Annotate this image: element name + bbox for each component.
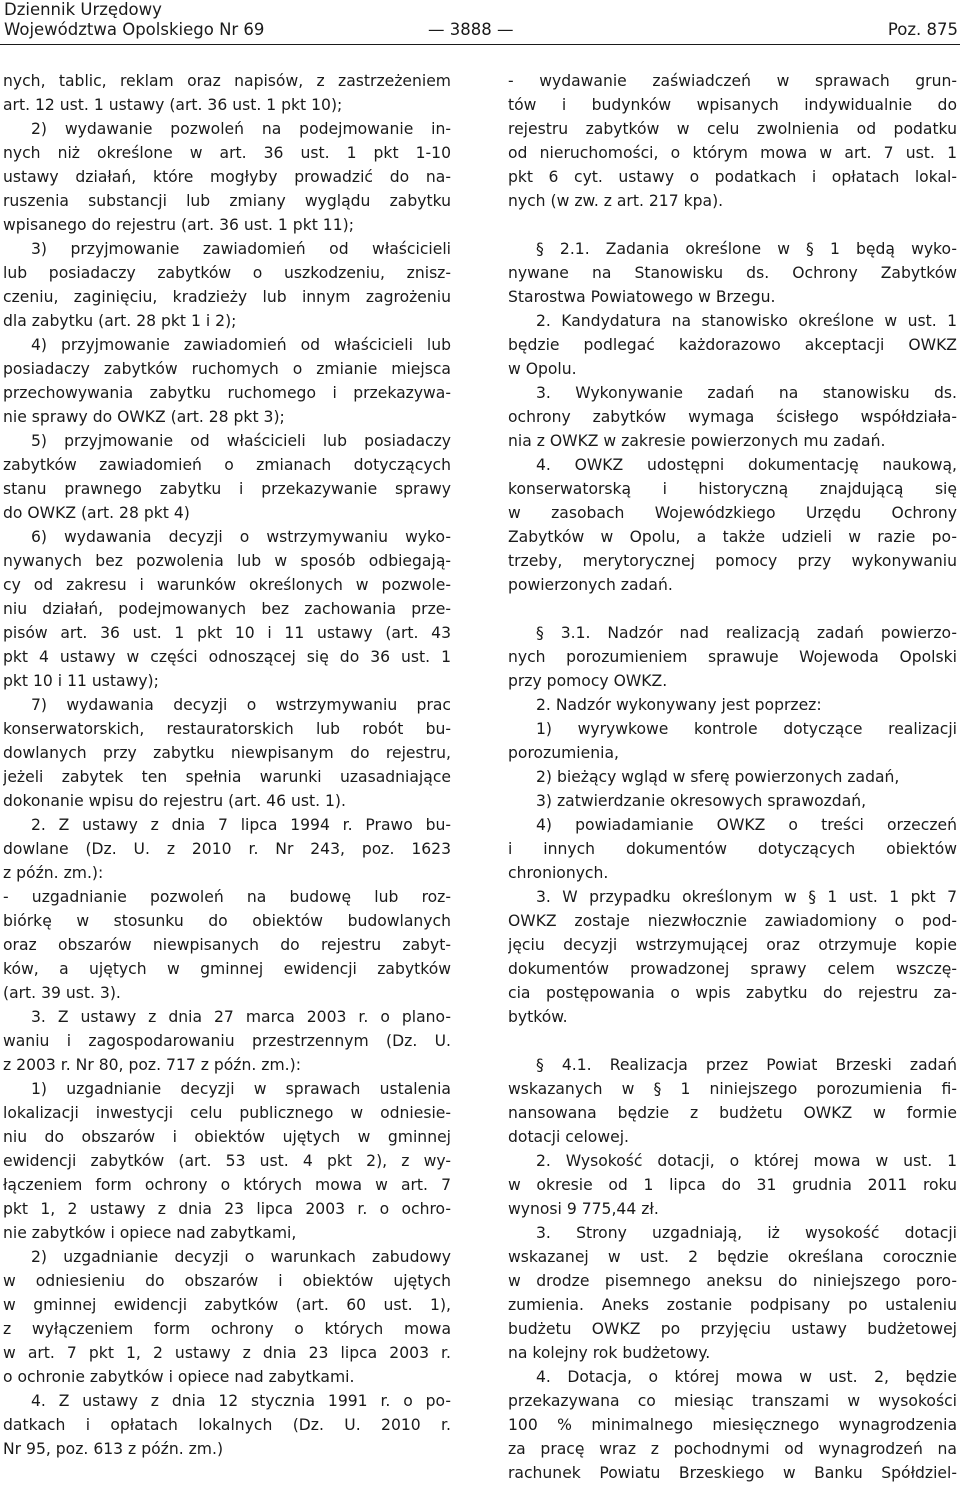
text-line: ustawy działań, które mogłyby prowadzić do na-	[3, 168, 451, 186]
text-line: 2) bieżący wgląd w sferę powierzonych zadań,	[536, 768, 900, 786]
text-line: czeniu, zaginięciu, kradzieży lub innym zagrożeniu	[3, 288, 451, 306]
text-line: niu działań, podejmowanych bez zachowania prze-	[3, 600, 451, 618]
text-line: cy od zakresu i warunków określonych w pozwole-	[3, 576, 451, 594]
text-line: w zasobach Wojewódzkiego Urzędu Ochrony	[508, 504, 957, 522]
text-line: dokonanie wpisu do rejestru (art. 46 ust. 1).	[3, 792, 346, 810]
text-line: tów i budynków wpisanych indywidualnie do	[508, 96, 957, 114]
text-line: ewidencji zabytków (art. 53 ust. 4 pkt 2), z wy-	[3, 1152, 451, 1170]
text-line: 3. Wykonywanie zadań na stanowisku ds.	[536, 384, 957, 402]
text-line: przechowywania zabytku ruchomego i przekazywa-	[3, 384, 451, 402]
text-line: dokumentów prowadzonej sprawy celem wszczę-	[508, 960, 957, 978]
text-line: pkt 1, 2 ustawy z dnia 23 lipca 2003 r. o ochro-	[3, 1200, 451, 1218]
text-line: 5) przyjmowanie od właścicieli lub posiadaczy	[31, 432, 451, 450]
text-line: ków, a ujętych w gminnej ewidencji zabytków	[3, 960, 451, 978]
text-line: 7) wydawania decyzji o wstrzymywaniu prac	[31, 696, 451, 714]
text-line: nych niż określone w art. 36 ust. 1 pkt 1-10	[3, 144, 451, 162]
text-line: od nieruchomości, o którym mowa w art. 7 ust. 1	[508, 144, 957, 162]
text-line: Starostwa Powiatowego w Brzegu.	[508, 288, 776, 306]
text-line: pkt 6 cyt. ustawy o podatkach i opłatach lokal-	[508, 168, 957, 186]
text-line: 6) wydawania decyzji o wstrzymywaniu wyko-	[31, 528, 451, 546]
text-line: § 3.1. Nadzór nad realizacją zadań powierzo-	[536, 624, 957, 642]
text-line: 1) wyrywkowe kontrole dotyczące realizacji	[536, 720, 957, 738]
text-line: lub posiadaczy zabytków o uszkodzeniu, znisz-	[3, 264, 451, 282]
text-line: stanu prawnego zabytku i przekazywanie sprawy	[3, 480, 451, 498]
text-line: wpisanego do rejestru (art. 36 ust. 1 pkt 11);	[3, 216, 354, 234]
text-line: 2) uzgadnianie decyzji o warunkach zabudowy	[31, 1248, 451, 1266]
text-line: w Opolu.	[508, 360, 577, 378]
text-line: jęciu decyzji wstrzymującej oraz otrzymuje kopie	[508, 936, 957, 954]
journal-issue: Województwa Opolskiego Nr 69	[4, 20, 265, 39]
text-line: 3) przyjmowanie zawiadomień od właścicieli	[31, 240, 451, 258]
text-line: w okresie od 1 lipca do 31 grudnia 2011 roku	[508, 1176, 957, 1194]
text-line: za pracę wraz z pochodnymi od wynagrodzeń na	[508, 1440, 957, 1458]
right-column	[508, 69, 957, 1485]
text-line: rejestru zabytków w celu zwolnienia od podatku	[508, 120, 957, 138]
text-line: cia postępowania o wpis zabytku do rejestru za-	[508, 984, 957, 1002]
text-line: wskazanych w § 1 niniejszego porozumienia fi-	[508, 1080, 957, 1098]
text-line: 1) uzgadnianie decyzji w sprawach ustalenia	[31, 1080, 451, 1098]
text-line: dowlane (Dz. U. z 2010 r. Nr 243, poz. 1623	[3, 840, 451, 858]
text-line: § 4.1. Realizacja przez Powiat Brzeski zadań	[536, 1056, 957, 1074]
text-line: 3. Strony uzgadniają, iż wysokość dotacji	[536, 1224, 957, 1242]
text-line: OWKZ zostaje niezwłocznie zawiadomiony o pod-	[508, 912, 957, 930]
text-line: łączeniem form ochrony o których mowa w art. 7	[3, 1176, 451, 1194]
text-line: 2) wydawanie pozwoleń na podejmowanie in-	[31, 120, 451, 138]
text-line: biórkę w stosunku do obiektów budowlanych	[3, 912, 451, 930]
text-line: z 2003 r. Nr 80, poz. 717 z późn. zm.):	[3, 1056, 301, 1074]
header-divider	[0, 44, 960, 45]
text-line: i innych dokumentów dotyczących obiektów	[508, 840, 957, 858]
text-line: w drodze pisemnego aneksu do niniejszego poro-	[508, 1272, 957, 1290]
text-line: 4. Dotacja, o której mowa w ust. 2, będzie	[536, 1368, 957, 1386]
text-line: z wyłączeniem form ochrony o których mowa	[3, 1320, 451, 1338]
text-line: do OWKZ (art. 28 pkt 4)	[3, 504, 190, 522]
text-line: budżetu OWKZ po przyjęciu ustawy budżetowej	[508, 1320, 957, 1338]
text-line: chronionych.	[508, 864, 609, 882]
text-line: zumienia. Aneks zostanie podpisany po ustaleniu	[508, 1296, 957, 1314]
text-line: nych porozumieniem sprawuje Wojewoda Opolski	[508, 648, 957, 666]
text-line: nywane na Stanowisku ds. Ochrony Zabytków	[508, 264, 957, 282]
text-line: konserwatorską i historyczną znajdującą się	[508, 480, 957, 498]
text-line: waniu i zagospodarowaniu przestrzennym (Dz. U.	[3, 1032, 451, 1050]
text-line: bytków.	[508, 1008, 568, 1026]
text-line: na kolejny rok budżetowy.	[508, 1344, 711, 1362]
text-line: wskazanej w ust. 2 będzie określana corocznie	[508, 1248, 957, 1266]
text-line: pkt 4 ustawy w części odnoszącej się do 36 ust. 1	[3, 648, 451, 666]
text-line: (art. 39 ust. 3).	[3, 984, 121, 1002]
text-line: przekazywana co miesiąc transzami w wysokości	[508, 1392, 957, 1410]
text-line: 3. Z ustawy z dnia 27 marca 2003 r. o plano-	[31, 1008, 451, 1026]
text-line: nych (w zw. z art. 217 kpa).	[508, 192, 724, 210]
text-line: nansowana będzie z budżetu OWKZ w formie	[508, 1104, 957, 1122]
text-line: trzeby, merytorycznej pomocy przy wykonywaniu	[508, 552, 957, 570]
text-line	[508, 1029, 957, 1053]
text-line: lokalizacji inwestycji celu publicznego w odniesie-	[3, 1104, 451, 1122]
text-line: Nr 95, poz. 613 z późn. zm.)	[3, 1440, 224, 1458]
text-line: w gminnej ewidencji zabytków (art. 60 ust. 1),	[3, 1296, 451, 1314]
text-line: datkach i opłatach lokalnych (Dz. U. 2010 r.	[3, 1416, 451, 1434]
text-line: 3. W przypadku określonym w § 1 ust. 1 pkt 7	[536, 888, 957, 906]
text-line: - wydawanie zaświadczeń w sprawach grun-	[508, 72, 957, 90]
text-line: art. 12 ust. 1 ustawy (art. 36 ust. 1 pkt 10);	[3, 96, 343, 114]
text-line: nie zabytków i opiece nad zabytkami,	[3, 1224, 297, 1242]
text-line: 4. OWKZ udostępni dokumentację naukową,	[536, 456, 957, 474]
text-line: pisów art. 36 ust. 1 pkt 10 i 11 ustawy (art. 43	[3, 624, 451, 642]
text-line: 2. Kandydatura na stanowisko określone w ust. 1	[536, 312, 957, 330]
text-line: 4) przyjmowanie zawiadomień od właścicieli lub	[31, 336, 451, 354]
text-line: 3) zatwierdzanie okresowych sprawozdań,	[536, 792, 867, 810]
text-line: konserwatorskich, restauratorskich lub robót bu-	[3, 720, 451, 738]
text-line: pkt 10 i 11 ustawy);	[3, 672, 159, 690]
text-line: ochrony zabytków wymaga ścisłego współdziała-	[508, 408, 957, 426]
text-line: ruszenia substancji lub zmiany wyglądu zabytku	[3, 192, 451, 210]
text-line: 100 % minimalnego miesięcznego wynagrodzenia	[508, 1416, 957, 1434]
text-line: dotacji celowej.	[508, 1128, 629, 1146]
text-line: w odniesieniu do obszarów i obiektów ujętych	[3, 1272, 451, 1290]
text-line: nie sprawy do OWKZ (art. 28 pkt 3);	[3, 408, 285, 426]
text-line: z późn. zm.):	[3, 864, 104, 882]
text-line: nia z OWKZ w zakresie powierzonych mu zadań.	[508, 432, 886, 450]
text-line	[508, 213, 957, 237]
text-line: Zabytków w Opolu, a także udzieli w razie po-	[508, 528, 957, 546]
text-line: posiadaczy zabytków ruchomych o zmianie miejsca	[3, 360, 451, 378]
text-line	[508, 597, 957, 621]
text-line: 2. Nadzór wykonywany jest poprzez:	[536, 696, 822, 714]
text-line: wynosi 9 775,44 zł.	[508, 1200, 659, 1218]
text-line: oraz obszarów niewpisanych do rejestru zabyt-	[3, 936, 451, 954]
text-line: będzie podlegać każdorazowo akceptacji OWKZ	[508, 336, 957, 354]
text-line: 4. Z ustawy z dnia 12 stycznia 1991 r. o po-	[31, 1392, 451, 1410]
text-line: niu do obszarów i obiektów ujętych w gminnej	[3, 1128, 451, 1146]
position-number: Poz. 875	[887, 20, 958, 39]
text-line: § 2.1. Zadania określone w § 1 będą wyko-	[536, 240, 957, 258]
text-line: dowlanych przy zabytku niewpisanym do rejestru,	[3, 744, 451, 762]
text-line: nywanych bez pozwolenia lub w sposób odbiegają-	[3, 552, 451, 570]
text-line: 2. Wysokość dotacji, o której mowa w ust. 1	[536, 1152, 957, 1170]
text-line: porozumienia,	[508, 744, 619, 762]
journal-title: Dziennik Urzędowy	[4, 0, 162, 19]
text-line: przy pomocy OWKZ.	[508, 672, 668, 690]
text-line: 2. Z ustawy z dnia 7 lipca 1994 r. Prawo bu-	[31, 816, 451, 834]
text-line: o ochronie zabytków i opiece nad zabytkami.	[3, 1368, 355, 1386]
page-header	[4, 0, 958, 44]
text-line: powierzonych zadań.	[508, 576, 673, 594]
left-column	[3, 69, 451, 1461]
text-line: zabytków zawiadomień o zmianach dotyczących	[3, 456, 451, 474]
text-line: dla zabytku (art. 28 pkt 1 i 2);	[3, 312, 237, 330]
text-line: rachunek Powiatu Brzeskiego w Banku Spółdziel-	[508, 1464, 957, 1482]
page-number: — 3888 —	[428, 20, 514, 39]
text-line: nych, tablic, reklam oraz napisów, z zastrzeżeniem	[3, 72, 451, 90]
text-line: 4) powiadamianie OWKZ o treści orzeczeń	[536, 816, 957, 834]
text-line: w art. 7 pkt 1, 2 ustawy z dnia 23 lipca 2003 r.	[3, 1344, 451, 1362]
text-line: jeżeli zabytek ten spełnia warunki uzasadniające	[3, 768, 451, 786]
text-line: - uzgadnianie pozwoleń na budowę lub roz-	[3, 888, 451, 906]
